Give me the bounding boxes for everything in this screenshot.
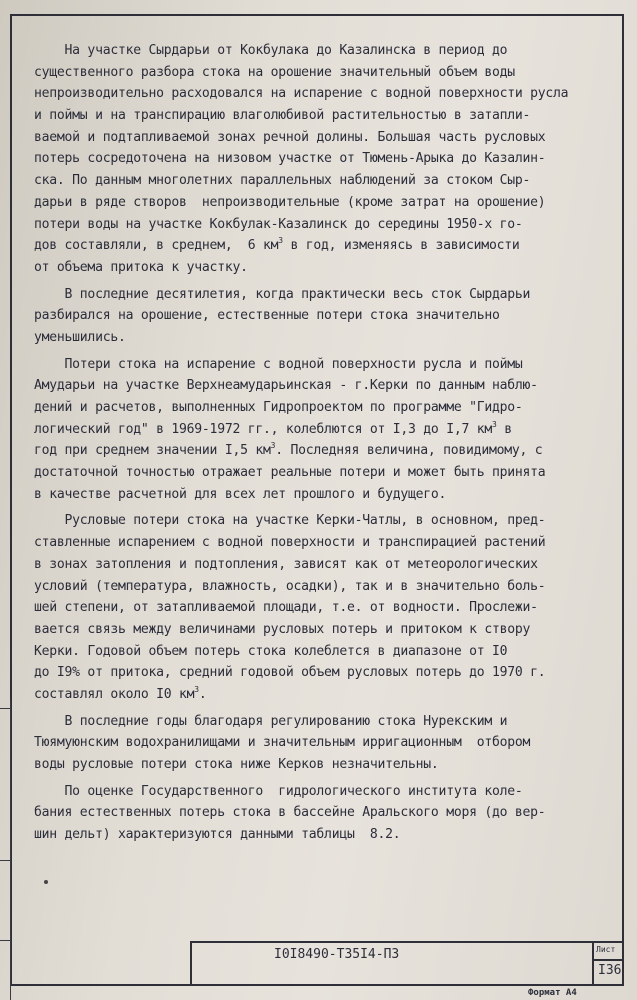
ink-mark [44,880,48,884]
text-line: составлял около I0 $км^3$. [34,684,207,702]
title-block [190,941,624,986]
text-line: разбирался на орошение, естественные потери стока значительно [34,308,500,324]
text-line: На участке Сырдарьи от Кокбулака до Казалинска в период до [34,43,508,58]
format-label: Формат А4 [528,988,577,998]
text-line: шин дельт) характеризуются данными таблицы 8.2. [34,827,401,843]
text-line: существенного разбора стока на орошение значительный объем воды [34,64,515,80]
binding-strip-tick [0,940,10,941]
text-line: до I9% от притока, средний годовой объем русловых потерь до 1970 г. [34,665,546,681]
document-code: I0I8490-Т35I4-ПЗ [274,947,400,962]
paragraph [34,284,624,349]
text-line: от объема притока к участку. [34,259,248,275]
text-line: Тюямуюнским водохранилищами и значительным ирригационным отбором [34,735,531,751]
paragraph [34,40,624,279]
binding-strip-tick [0,860,10,861]
title-block-divider [594,959,624,961]
text-line: В последние годы благодаря регулированию стока Нурекским и [34,713,508,729]
title-block-divider [592,943,594,986]
text-line: дарьи в ряде створов непроизводительные (кроме затрат на орошение) [34,194,546,210]
text-line: уменьшились. [34,329,126,345]
paragraph [34,510,624,705]
text-line: вается связь между величинами русловых потерь и притоком к створу [34,621,531,637]
body-text [34,40,624,851]
text-line: дений и расчетов, выполненных Гидропроектом по программе "Гидро- [34,400,523,415]
paragraph [34,354,624,506]
text-line: условий (температура, влажность, осадки), так и в значительно боль- [34,578,546,594]
text-line: По оценке Государственного гидрологического института коле- [34,783,523,799]
text-line: Керки. Годовой объем потерь стока колеблется в диапазоне от I0 [34,643,508,659]
sheet-number: I36 [598,963,622,978]
text-line: воды русловые потери стока ниже Керков незначительны. [34,757,439,772]
paragraph-gap [34,846,624,851]
text-line: В последние десятилетия, когда практически весь сток Сырдарьи [34,286,531,302]
text-line: дов составляли, в среднем, 6 $км^3$ в год, изменяясь в зависимости [34,236,520,254]
binding-strip [0,700,11,1000]
text-line: Русловые потери стока на участке Керки-Чатлы, в основном, пред- [34,513,546,529]
paragraph [34,711,624,776]
text-line: и поймы и на транспирацию влаголюбивой растительностью в затапли- [34,108,531,124]
text-line: год при среднем значении I,5 $км^3$. Последняя величина, повидимому, с [34,441,543,459]
text-line: ваемой и подтапливаемой зонах речной долины. Большая часть русловых [34,129,546,145]
text-line: потери воды на участке Кокбулак-Казалинск до середины 1950-х го- [34,216,523,232]
text-line: ставленные испарением с водной поверхности и транспирацией растений [34,535,546,551]
text-line: в зонах затопления и подтопления, зависят как от метеорологических [34,556,538,572]
text-line: достаточной точностью отражает реальные потери и может быть принята [34,465,546,481]
text-line: в качестве расчетной для всех лет прошлого и будущего. [34,486,447,502]
sheet-label: Лист [596,945,616,954]
text-line: Амударьи на участке Верхнеамударьинская - г.Керки по данным наблю- [34,378,538,394]
text-line: ска. По данным многолетних параллельных наблюдений за стоком Сыр- [34,173,531,189]
binding-strip-tick [0,708,10,709]
text-line: бания естественных потерь стока в бассейне Аральского моря (до вер- [34,805,546,821]
paragraph [34,781,624,846]
text-line: потерь сосредоточена на низовом участке от Тюмень-Арыка до Казалин- [34,151,546,167]
text-line: Потери стока на испарение с водной поверхности русла и поймы [34,356,523,372]
text-line: шей степени, от затапливаемой площади, т.е. от водности. Прослежи- [34,600,538,616]
text-line: непроизводительно расходовался на испарение с водной поверхности русла [34,86,569,102]
text-line: логический год" в 1969-1972 гг., колеблются от I,3 до I,7 $км^3$ в [34,419,512,437]
